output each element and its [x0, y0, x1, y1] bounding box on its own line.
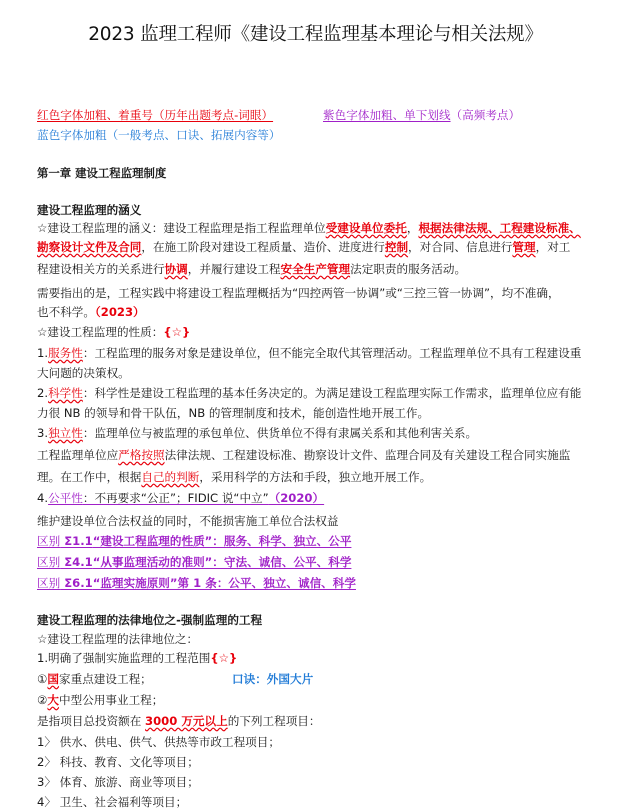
- text: ☆建设工程监理的涵义：建设工程监理是指工程监理单位: [37, 221, 326, 235]
- diff-text: “建设工程监理的性质”：服务、科学、独立、公平: [92, 534, 352, 548]
- key-phrase: 自己的判断: [141, 470, 200, 484]
- legend-blue: 蓝色字体加粗（一般考点、口诀、拓展内容等）: [37, 128, 281, 142]
- investment-line: [37, 714, 320, 729]
- list-item: 3〉 体育、旅游、商业等项目；: [37, 775, 199, 789]
- difference-line-3: [37, 576, 356, 591]
- service-line-2: 大问题的决策权。: [37, 366, 130, 380]
- text: 理。在工作中，根据: [37, 470, 142, 484]
- text: ☆建设工程监理的性质：: [37, 325, 164, 339]
- text: ：工程监理的服务对象是建设单位，但不能完全取代其管理活动。工程监理单位不具有工程建设重: [82, 346, 582, 360]
- nature-heading: [37, 325, 190, 340]
- text: ，在施工阶段对建设工程质量、造价、进度进行: [141, 240, 385, 254]
- fairness-line-1: [37, 491, 324, 506]
- diff-ref: Σ4.1: [60, 555, 93, 569]
- text: ，对合同、信息进行: [408, 240, 513, 254]
- key-phrase: 3000 万元以上: [145, 714, 228, 728]
- text: 4.: [37, 491, 49, 505]
- list-item: 1〉 供水、供电、供气、供热等市政工程项目；: [37, 735, 280, 749]
- key-phrase: 控制: [384, 240, 409, 254]
- key-phrase: 受建设单位委托: [325, 221, 407, 235]
- key-phrase: 管理: [512, 240, 536, 254]
- key-phrase: 协调: [164, 262, 188, 276]
- diff-label: 区别: [37, 576, 61, 590]
- text: 法定职责的服务活动。: [350, 262, 467, 276]
- diff-label: 区别: [37, 534, 61, 548]
- text: 的下列工程项目：: [227, 714, 321, 728]
- text: 是指项目总投资额在: [37, 714, 146, 728]
- chapter-heading: 第一章 建设工程监理制度: [37, 166, 167, 180]
- difference-line-1: [37, 534, 351, 549]
- list-item: 2〉 科技、教育、文化等项目；: [37, 755, 199, 769]
- mnemonic-text: 口诀：外国大片: [232, 672, 314, 686]
- diff-text: “监理实施原则”第 1 条：公平、独立、诚信、科学: [92, 576, 356, 590]
- text: 法律法规、工程建设标准、勘察设计文件、监理合同及有关建设工程合同实施监: [164, 448, 571, 462]
- document-title: 2023 监理工程师《建设工程监理基本理论与相关法规》: [88, 24, 543, 45]
- independence-line-2: [37, 448, 570, 463]
- legend-purple: [323, 108, 520, 123]
- scope-item-2: [37, 693, 163, 708]
- scope-line: [37, 651, 237, 666]
- scope-item-1: [37, 672, 152, 687]
- key-phrase: 公平性: [48, 491, 83, 505]
- key-phrase: 科学性: [48, 386, 83, 400]
- key-phrase: 安全生产管理: [280, 262, 351, 276]
- text: ①: [37, 672, 48, 686]
- text: ：科学性是建设工程监理的基本任务决定的。为满足建设工程监理实际工作需求，监理单位应有能: [82, 386, 582, 400]
- note-line-2: [37, 305, 145, 320]
- text: ，采用科学的方法和手段，独立地开展工作。: [199, 470, 432, 484]
- legend-purple-b: （高频考点）: [450, 108, 521, 122]
- text: 中型公用事业工程；: [59, 693, 164, 707]
- key-phrase: 独立性: [48, 426, 83, 440]
- text: 1.: [37, 346, 49, 360]
- science-line-1: [37, 386, 581, 401]
- legend-line-1: [37, 108, 273, 123]
- key-phrase: 严格按照: [118, 448, 165, 462]
- definition-line-3: [37, 262, 466, 277]
- text: 家重点建设工程；: [59, 672, 152, 686]
- legend-purple-a: 紫色字体加粗、单下划线: [323, 108, 451, 122]
- section1-heading: 建设工程监理的涵义: [37, 203, 142, 217]
- text: ，对工: [535, 240, 571, 254]
- text: 程建设相关方的关系进行: [37, 262, 165, 276]
- text: ：不再要求“公正”；FIDIC 说“中立”: [82, 491, 269, 505]
- year-tag: （2020）: [268, 491, 325, 505]
- science-line-2: 力很 NB 的领导和骨干队伍，NB 的管理制度和技术，能创造性地开展工作。: [37, 406, 430, 420]
- text: 工程监理单位应: [37, 448, 119, 462]
- star-tag: {☆}: [163, 325, 191, 339]
- difference-line-2: [37, 555, 351, 570]
- diff-ref: Σ6.1: [60, 576, 93, 590]
- fairness-line-2: 维护建设单位合法权益的同时，不能损害施工单位合法权益: [37, 514, 339, 528]
- text: 2.: [37, 386, 49, 400]
- mnemonic: [232, 672, 313, 687]
- key-phrase: 服务性: [48, 346, 83, 360]
- text: ，: [406, 221, 419, 235]
- key-phrase: 大: [47, 693, 60, 707]
- text: ②: [37, 693, 48, 707]
- definition-line-1: [37, 221, 581, 236]
- text: 也不科学。: [37, 305, 95, 319]
- definition-line-2: [37, 240, 570, 255]
- list-item: 4〉 卫生、社会福利等项目；: [37, 795, 188, 809]
- note-line-1: 需要指出的是，工程实践中将建设工程监理概括为“四控两管一协调”或“三控三管一协调”，均不准确，: [37, 286, 560, 300]
- text: 3.: [37, 426, 49, 440]
- text: ，并履行建设工程: [187, 262, 281, 276]
- text: ：监理单位与被监理的承包单位、供货单位不得有隶属关系和其他利害关系。: [82, 426, 478, 440]
- independence-line-1: [37, 426, 477, 441]
- legal-status-line: ☆建设工程监理的法律地位之：: [37, 632, 199, 646]
- legend-line-2: [37, 128, 280, 143]
- year-tag: （2023）: [94, 305, 145, 319]
- key-phrase: 国: [47, 672, 60, 686]
- section2-heading: 建设工程监理的法律地位之-强制监理的工程: [37, 613, 263, 627]
- text: 1.明确了强制实施监理的工程范围: [37, 651, 211, 665]
- star-tag: {☆}: [210, 651, 238, 665]
- diff-label: 区别: [37, 555, 61, 569]
- key-phrase: 勘察设计文件及合同: [37, 240, 142, 254]
- diff-text: “从事监理活动的准则”：守法、诚信、公平、科学: [92, 555, 352, 569]
- diff-ref: Σ1.1: [60, 534, 93, 548]
- service-line-1: [37, 346, 581, 361]
- key-phrase: 根据法律法规、工程建设标准、: [418, 221, 581, 235]
- legend-red: 红色字体加粗、着重号（历年出题考点-词眼）: [37, 108, 274, 122]
- independence-line-3: [37, 470, 431, 485]
